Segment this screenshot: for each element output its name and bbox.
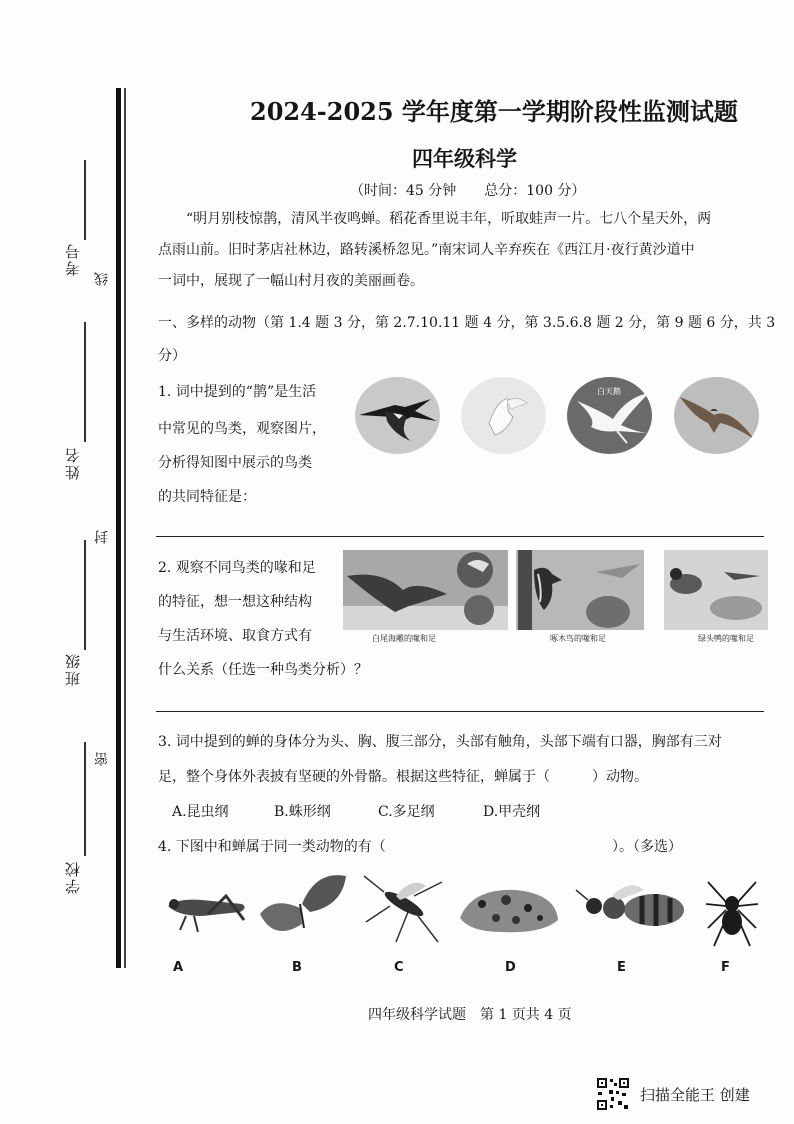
mallard-photo: [664, 550, 768, 630]
qr-code-icon: [596, 1077, 630, 1111]
page-footer: 四年级科学试题 第 1 页共 4 页: [368, 1007, 572, 1023]
q1-line-1: 1. 词中提到的“鹊”是生活: [158, 384, 317, 400]
q1-line-4: 的共同特征是：: [158, 489, 256, 505]
exam-title: 2024-2025 学年度第一学期阶段性监测试题: [250, 97, 738, 126]
dove-icon: [461, 377, 546, 454]
bee-icon: [572, 878, 690, 938]
option-label-d[interactable]: D: [505, 960, 516, 975]
toad-icon: [452, 874, 564, 944]
mallard-caption: 绿头鸭的喙和足: [698, 634, 754, 643]
section1-heading-cont: 分）: [158, 348, 186, 364]
time-info: （时间：45 分钟 总分：100 分）: [350, 183, 586, 199]
class-label: 班级: [64, 652, 82, 686]
q3-line-2: 足，整个身体外表披有坚硬的外骨骼。根据这些特征，蝉属于（ ）动物。: [158, 769, 648, 785]
exam-subtitle: 四年级科学: [412, 146, 517, 171]
q2-answer-line: [156, 711, 764, 712]
name-line: [84, 322, 86, 442]
option-label-b[interactable]: B: [292, 960, 302, 975]
q4-stem: 4. 下图中和蝉属于同一类动物的有（: [158, 839, 386, 855]
q2-line-1: 2. 观察不同鸟类的喙和足: [158, 560, 316, 576]
intro-line-3: 一词中，展现了一幅山村月夜的美丽画卷。: [158, 273, 424, 289]
woodpecker-caption: 啄木鸟的喙和足: [550, 634, 606, 643]
magpie-icon: [355, 377, 440, 454]
q3-option-b[interactable]: B.蛛形纲: [274, 804, 331, 820]
eagle-photo: [674, 377, 759, 454]
intro-line-1: “明月别枝惊鹊，清风半夜鸣蝉。稻花香里说丰年，听取蛙声一片。七八个星天外，两: [186, 211, 712, 227]
grasshopper-icon: [162, 880, 254, 936]
sea-eagle-icon: [343, 550, 508, 630]
q2-line-2: 的特征，想一想这种结构: [158, 594, 312, 610]
q3-line-1: 3. 词中提到的蝉的身体分为头、胸、腹三部分，头部有触角，头部下端有口器，胸部有三对: [158, 734, 722, 750]
q2-line-3: 与生活环境、取食方式有: [158, 628, 312, 644]
intro-line-2: 点雨山前。旧时茅店社林边，路转溪桥忽见。”南宋词人辛弃疾在《西江月·夜行黄沙道中: [158, 242, 695, 258]
magpie-photo: [355, 377, 440, 454]
dove-photo: [461, 377, 546, 454]
seal-mark-line: 线: [94, 272, 110, 286]
seal-mark-mi: 密: [94, 752, 110, 766]
option-label-e[interactable]: E: [617, 960, 626, 975]
q2-line-4: 什么关系（任选一种鸟类分析）？: [158, 662, 368, 678]
q3-option-a[interactable]: A.昆虫纲: [172, 804, 229, 820]
name-label: 姓名: [64, 446, 82, 480]
q3-option-c[interactable]: C.多足纲: [378, 804, 435, 820]
section1-heading: 一、多样的动物（第 1.4 题 3 分，第 2.7.10.11 题 4 分，第 3.5.6.8 题 2 分，第 9 题 6 分，共 3: [158, 315, 776, 331]
binding-bar-thin: [124, 88, 126, 968]
q3-option-d[interactable]: D.甲壳纲: [483, 804, 541, 820]
swan-photo: [567, 377, 652, 454]
q1-line-2: 中常见的鸟类，观察图片，: [158, 421, 326, 437]
scanner-watermark: [596, 1077, 750, 1111]
woodpecker-icon: [516, 550, 644, 630]
q4-stem-end: ）。（多选）: [612, 839, 682, 855]
option-label-c[interactable]: C: [394, 960, 404, 975]
swan-label: 白天鹅: [597, 387, 621, 396]
mallard-icon: [664, 550, 768, 630]
intro-paragraph: [158, 204, 770, 297]
class-line: [84, 540, 86, 650]
option-label-f[interactable]: F: [721, 960, 730, 975]
exam-no-line: [84, 160, 86, 240]
sea-eagle-caption: 白尾海雕的喙和足: [372, 634, 436, 643]
scanner-text: 扫描全能王 创建: [640, 1085, 750, 1104]
school-line: [84, 742, 86, 856]
binding-bar: [116, 88, 121, 968]
mosquito-icon: [356, 866, 446, 946]
q1-line-3: 分析得知图中展示的鸟类: [158, 455, 312, 471]
exam-no-label: 考号: [64, 242, 82, 276]
eagle-icon: [674, 377, 759, 454]
seal-mark-feng: 封: [94, 530, 110, 544]
sea-eagle-photo: [343, 550, 508, 630]
q1-answer-line: [156, 536, 764, 537]
option-label-a[interactable]: A: [173, 960, 184, 975]
school-label: 学校: [64, 860, 82, 894]
butterfly-icon: [254, 868, 350, 944]
woodpecker-photo: [516, 550, 644, 630]
spider-icon: [704, 874, 760, 950]
